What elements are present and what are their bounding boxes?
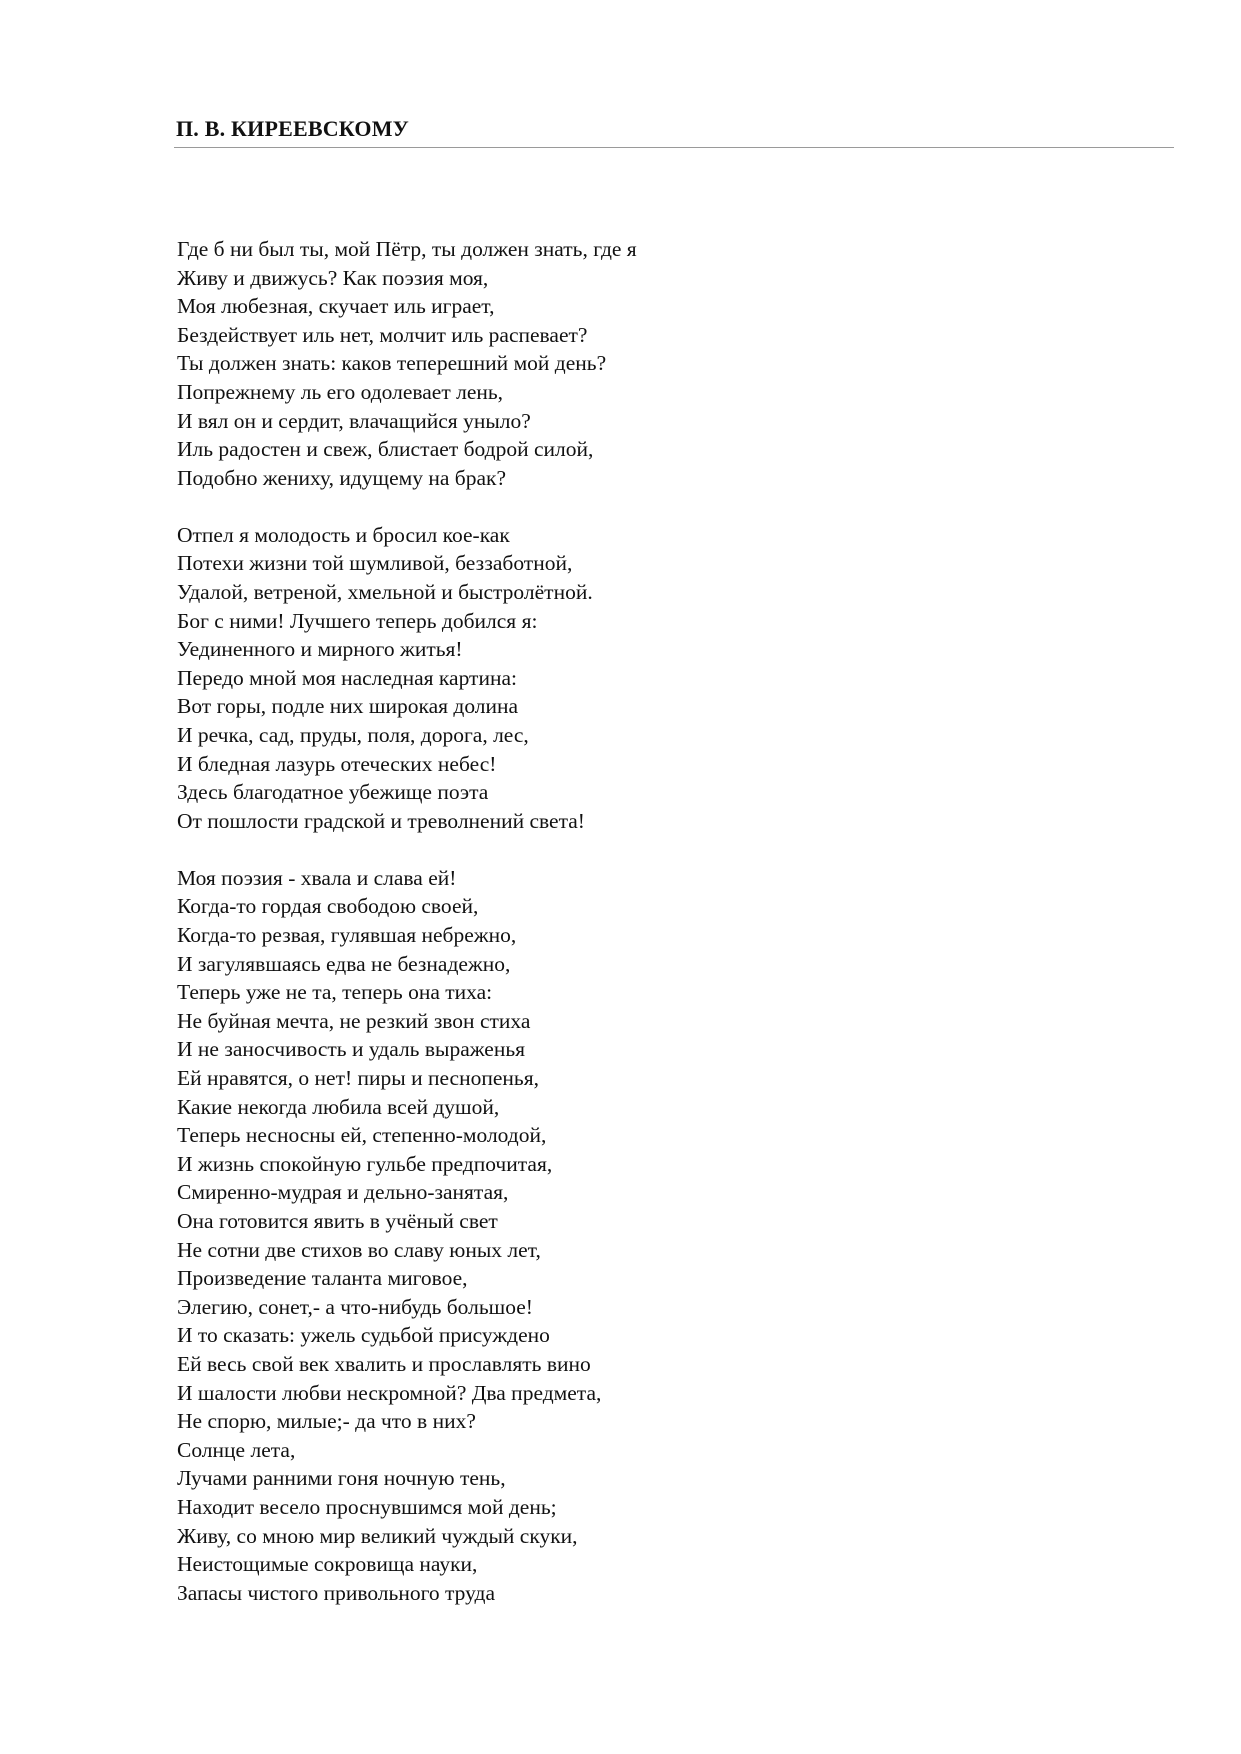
poem-line: Ей весь свой век хвалить и прославлять вино: [177, 1351, 591, 1376]
poem-line: Не спорю, милые;- да что в них?: [177, 1409, 476, 1434]
poem-line: Бог с ними! Лучшего теперь добился я:: [177, 608, 538, 633]
poem-line: Элегию, сонет,- а что-нибудь большое!: [177, 1294, 533, 1319]
page-title: П. В. КИРЕЕВСКОМУ: [176, 116, 410, 141]
poem-line: Теперь несносны ей, степенно-молодой,: [177, 1123, 547, 1148]
poem-line: И вял он и сердит, влачащийся уныло?: [177, 408, 531, 433]
poem-line: Здесь благодатное убежище поэта: [177, 780, 489, 805]
poem-line: Удалой, ветреной, хмельной и быстролётной.: [177, 580, 593, 605]
stanza: [177, 235, 1157, 492]
stanza: [177, 521, 1157, 836]
poem-line: И не заносчивость и удаль выраженья: [177, 1037, 526, 1062]
poem-line: Она готовится явить в учёный свет: [177, 1209, 498, 1233]
poem-line: Находит весело проснувшимся мой день;: [177, 1494, 557, 1519]
poem-line: Попрежнему ль его одолевает лень,: [177, 379, 504, 404]
poem-line: Когда-то гордая свободою своей,: [177, 894, 479, 919]
poem-line: Бездействует иль нет, молчит иль распевает?: [177, 322, 588, 347]
poem-line: И бледная лазурь отеческих небес!: [177, 751, 497, 776]
poem-line: Неистощимые сокровища науки,: [177, 1552, 478, 1577]
poem-line: Подобно жениху, идущему на брак?: [177, 465, 506, 490]
poem-line: Иль радостен и свеж, блистает бодрой силой,: [177, 437, 594, 462]
poem-line: И то сказать: ужель судьбой присуждено: [177, 1323, 550, 1348]
poem-line: Где б ни был ты, мой Пётр, ты должен знать, где я: [177, 237, 637, 261]
title-divider: [174, 147, 1174, 148]
poem-line: Какие некогда любила всей душой,: [177, 1094, 500, 1119]
poem-line: Живу и движусь? Как поэзия моя,: [177, 265, 489, 290]
poem-line: Когда-то резвая, гулявшая небрежно,: [177, 923, 517, 948]
poem-line: Солнце лета,: [177, 1437, 296, 1462]
poem-line: Ты должен знать: каков теперешний мой день?: [177, 351, 607, 376]
poem-line: И шалости любви нескромной? Два предмета,: [177, 1380, 602, 1405]
poem-line: Уединенного и мирного житья!: [177, 637, 463, 662]
poem-line: Моя любезная, скучает иль играет,: [177, 294, 495, 319]
poem-line: Ей нравятся, о нет! пиры и песнопенья,: [177, 1066, 539, 1091]
poem-line: Лучами ранними гоня ночную тень,: [177, 1466, 506, 1491]
poem-line: И жизнь спокойную гульбе предпочитая,: [177, 1151, 553, 1176]
poem-line: Запасы чистого привольного труда: [177, 1580, 496, 1605]
poem-line: И речка, сад, пруды, поля, дорога, лес,: [177, 723, 529, 747]
poem-line: Вот горы, подле них широкая долина: [177, 694, 519, 719]
poem-line: Моя поэзия - хвала и слава ей!: [177, 865, 457, 890]
stanza: [177, 864, 1157, 1607]
poem-line: Не сотни две стихов во славу юных лет,: [177, 1237, 541, 1262]
poem-line: Отпел я молодость и бросил кое-как: [177, 522, 510, 547]
poem-body: [177, 235, 1157, 1636]
poem-line: Потехи жизни той шумливой, беззаботной,: [177, 551, 573, 576]
poem-line: Живу, со мною мир великий чуждый скуки,: [177, 1523, 578, 1548]
poem-line: Теперь уже не та, теперь она тиха:: [177, 980, 493, 1005]
poem-line: И загулявшаясь едва не безнадежно,: [177, 951, 511, 976]
poem-line: От пошлости градской и треволнений света!: [177, 808, 585, 833]
poem-line: Не буйная мечта, не резкий звон стиха: [177, 1008, 531, 1033]
poem-line: Передо мной моя наследная картина:: [177, 665, 517, 690]
poem-line: Произведение таланта миговое,: [177, 1266, 468, 1291]
poem-line: Смиренно-мудрая и дельно-занятая,: [177, 1180, 509, 1205]
